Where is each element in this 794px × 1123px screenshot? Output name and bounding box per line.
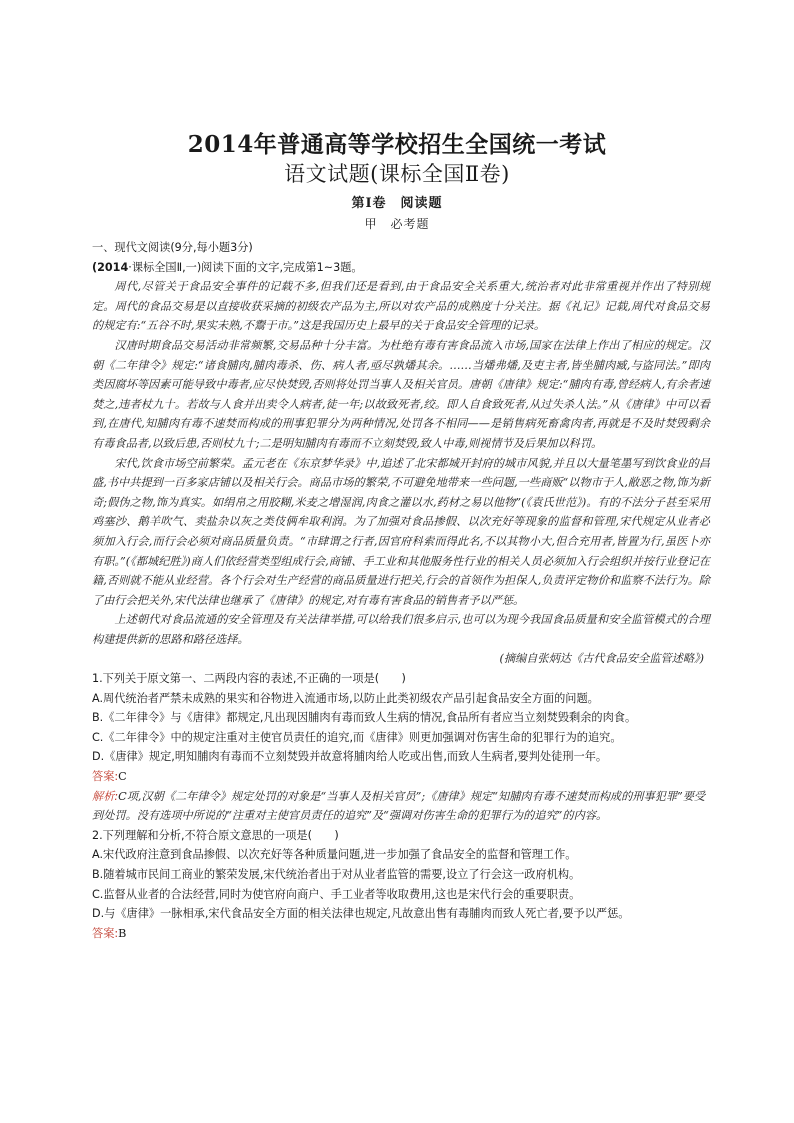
question-2-answer [92, 924, 710, 944]
exam-title: 2014年普通高等学校招生全国统一考试 [187, 131, 607, 158]
question-2-option-a: A.宋代政府注意到食品掺假、以次充好等各种质量问题,进一步加强了食品安全的监督和管理工作。 [92, 848, 577, 862]
reading-paragraph-4: 上述朝代对食品流通的安全管理及有关法律举措,可以给我们很多启示,也可以为现今我国食品质量和安全监管模式的合理构建提供新的思路和路径选择。 [92, 613, 710, 646]
source-year: (2014 [92, 260, 129, 274]
exam-content [92, 238, 710, 943]
part-heading: 第Ⅰ卷 阅读题 [351, 196, 443, 211]
explanation-text: C项,汉朝《二年律令》规定处罚的对象是“当事人及相关官员”;《唐律》规定“知脯肉有毒不速焚而构成的刑事犯罪”要受到处罚。没有选项中所说的“注重对主使官员责任的追究”及“强调对伤害生命的犯罪行为的追究”的内容。 [92, 789, 706, 823]
question-1-stem: 1.下列关于原文第一、二两段内容的表述,不正确的一项是( ) [92, 672, 406, 686]
source-instruction: ·课标全国Ⅱ,一)阅读下面的文字,完成第1~3题。 [128, 260, 363, 274]
answer-value: C [118, 770, 127, 784]
reading-paragraph-2: 汉唐时期食品交易活动非常频繁,交易品种十分丰富。为杜绝有毒有害食品流入市场,国家在法律上作出了相应的规定。汉朝《二年律令》规定:“诸食脯肉,脯肉毒杀、伤、病人者,亟尽孰燔其余。……当燔弗燔,及吏主者,皆坐脯肉臧,与盗同法。”即肉类因腐坏等因素可能导致中毒者,应尽快焚毁,否则将处罚当事人及相关官员。唐朝《唐律》规定:“脯肉有毒,曾经病人,有余者速焚之,违者杖九十。若故与人食并出卖令人病者,徒一年;以故致死者,绞。即人自食致死者,从过失杀人法。”从《唐律》中可以看到,在唐代,知脯肉有毒不速焚而构成的刑事犯罪分为两种情况,处罚各不相同——是销售病死畜禽肉者,再就是不及时焚毁剩余有毒食品者,以致后患,否则杖九十;二是明知脯肉有毒而不立刻焚毁,致人中毒,则视情节及后果加以科罚。 [92, 338, 710, 450]
reading-heading: 一、现代文阅读(9分,每小题3分) [92, 241, 253, 254]
question-1-option-b: B.《二年律令》与《唐律》都规定,凡出现因脯肉有毒而致人生病的情况,食品所有者应当立刻焚毁剩余的肉食。 [92, 711, 637, 725]
question-2-option-b: B.随着城市民间工商业的繁荣发展,宋代统治者出于对从业者监管的需要,设立了行会这一政府机构。 [92, 868, 581, 881]
exam-subtitle: 语文试题(课标全国Ⅱ卷) [284, 162, 510, 186]
answer-label: 答案: [92, 926, 119, 940]
question-2-option-d: D.与《唐律》一脉相承,宋代食品安全方面的相关法律也规定,凡故意出售有毒脯肉而致人死亡者,要予以严惩。 [92, 907, 630, 921]
explanation-label: 解析: [92, 789, 119, 803]
question-1-explanation [92, 787, 710, 826]
question-1-option-a: A.周代统治者严禁未成熟的果实和谷物进入流通市场,以防止此类初级农产品引起食品安全方面的问题。 [92, 691, 599, 705]
answer-label: 答案: [92, 770, 119, 784]
question-1-option-c: C.《二年律令》中的规定注重对主使官员责任的追究,而《唐律》则更加强调对伤害生命的犯罪行为的追究。 [92, 730, 622, 744]
reading-paragraph-3: 宋代,饮食市场空前繁荣。孟元老在《东京梦华录》中,追述了北宋都城开封府的城市风貌,并且以大量笔墨写到饮食业的昌盛,书中共提到一百多家店铺以及相关行会。商品市场的繁荣,不可避免地带来一些问题,一些商贩“以物市于人,敝恶之物,饰为新奇;假伪之物,饰为真实。如绢帛之用胶糊,米麦之增湿润,肉食之灌以水,药材之易以他物”(《袁氏世范》)。有的不法分子甚至采用鸡塞沙、鹅羊吹气、卖盐杂以灰之类伎俩牟取利润。为了加强对食品掺假、以次充好等现象的监督和管理,宋代规定从业者必须加入行会,而行会必须对商品质量负责。“市肆谓之行者,因官府科索而得此名,不以其物小大,但合充用者,皆置为行,虽医卜亦有职。”(《都城纪胜》)商人们依经营类型组成行会,商铺、手工业和其他服务性行业的相关人员必须加入行会组织并按行业登记在籍,否则就不能从业经营。各个行会对生产经营的商品质量进行把关,行会的首领作为担保人,负责评定物价和监察不法行为。除了由行会把关外,宋代法律也继承了《唐律》的规定,对有毒有害食品的销售者予以严惩。 [92, 456, 710, 607]
reading-citation: (摘编自张炳达《古代食品安全监管述略》) [499, 652, 704, 666]
question-1-answer [92, 767, 710, 787]
question-2-option-c: C.监督从业者的合法经营,同时为使官府向商户、手工业者等收取费用,这也是宋代行会的重要职责。 [92, 887, 581, 901]
question-2-stem: 2.下列理解和分析,不符合原文意思的一项是( ) [92, 828, 339, 842]
reading-paragraph-1: 周代,尽管关于食品安全事件的记载不多,但我们还是看到,由于食品安全关系重大,统治者对此非常重视并作出了特别规定。周代的食品交易是以直接收获采摘的初级农产品为主,所以对农产品的成熟度十分关注。据《礼记》记载,周代对食品交易的规定有:“五谷不时,果实未熟,不鬻于市。”这是我国历史上最早的关于食品安全管理的记录。 [92, 280, 710, 333]
reading-source [92, 258, 710, 278]
question-1-option-d: D.《唐律》规定,明知脯肉有毒而不立刻焚毁并故意将脯肉给人吃或出售,而致人生病者,要判处徒刑一年。 [92, 750, 608, 764]
section-heading: 甲 必考题 [364, 217, 430, 231]
answer-value: B [118, 926, 127, 940]
